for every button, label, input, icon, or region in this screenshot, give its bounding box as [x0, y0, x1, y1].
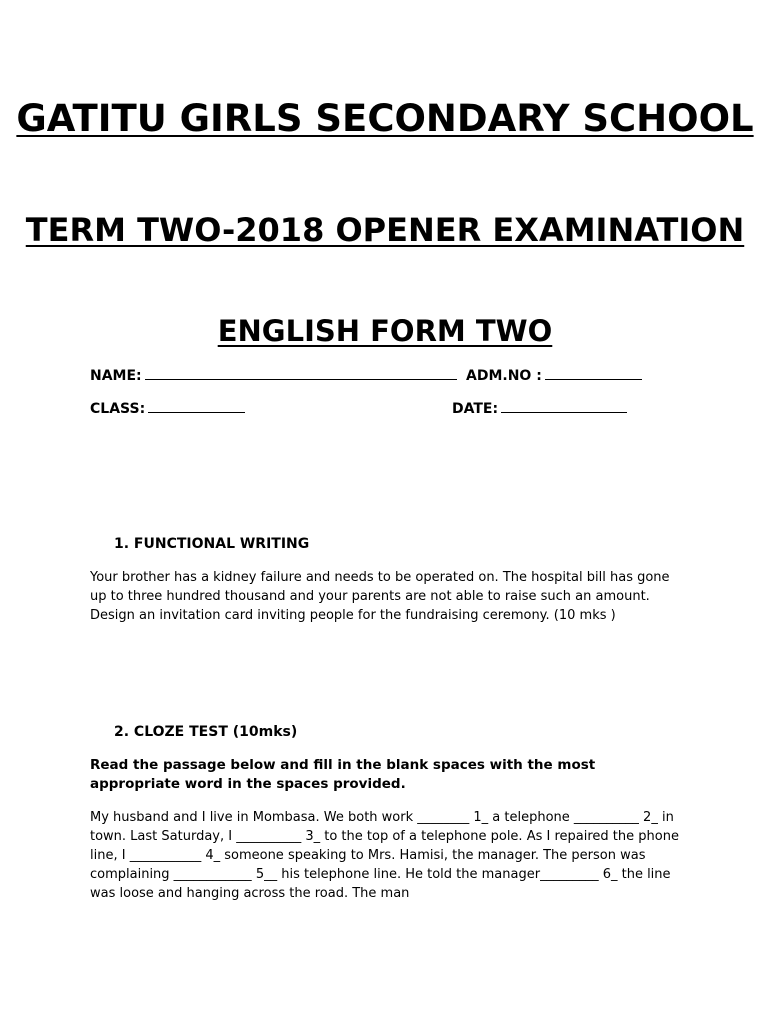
name-label: NAME:	[90, 368, 142, 384]
exam-title: TERM TWO-2018 OPENER EXAMINATION	[25, 211, 745, 249]
name-field[interactable]	[90, 368, 457, 384]
adm-no-label: ADM.NO :	[466, 368, 542, 384]
cloze-passage: My husband and I live in Mombasa. We both work ________ 1_ a telephone __________ 2_ in town. Last Saturday, I __________ 3_ to the top of a telephone pole. As I repaired the phone line, I ___________ 4_ someone speaking to Mrs. Hamisi, the manager. The person was complaining ____________ 5__ his telephone line. He told the manager_________ 6_ the line was loose and hanging across the road. The man	[90, 810, 679, 901]
name-blank-line[interactable]	[145, 378, 457, 380]
date-field[interactable]	[452, 401, 627, 417]
school-name: GATITU GIRLS SECONDARY SCHOOL	[16, 97, 754, 140]
section2-heading: 2. CLOZE TEST (10mks)	[114, 724, 298, 740]
class-field[interactable]	[90, 401, 245, 417]
date-blank-line[interactable]	[501, 411, 627, 413]
adm-no-blank-line[interactable]	[545, 378, 642, 380]
section1-text: Your brother has a kidney failure and needs to be operated on. The hospital bill has gone up to three hundred thousand and your parents are not able to raise such an amount. Design an invitation card inviting people for the fundraising ceremony. (10 mks )	[90, 570, 670, 623]
class-blank-line[interactable]	[148, 411, 245, 413]
adm-no-field[interactable]	[466, 368, 642, 384]
section2-instruction: Read the passage below and fill in the blank spaces with the most appropriate word in the spaces provided.	[90, 757, 596, 792]
section1-heading: 1. FUNCTIONAL WRITING	[114, 536, 310, 552]
date-label: DATE:	[452, 401, 499, 417]
class-label: CLASS:	[90, 401, 146, 417]
subject-title: ENGLISH FORM TWO	[217, 314, 553, 348]
